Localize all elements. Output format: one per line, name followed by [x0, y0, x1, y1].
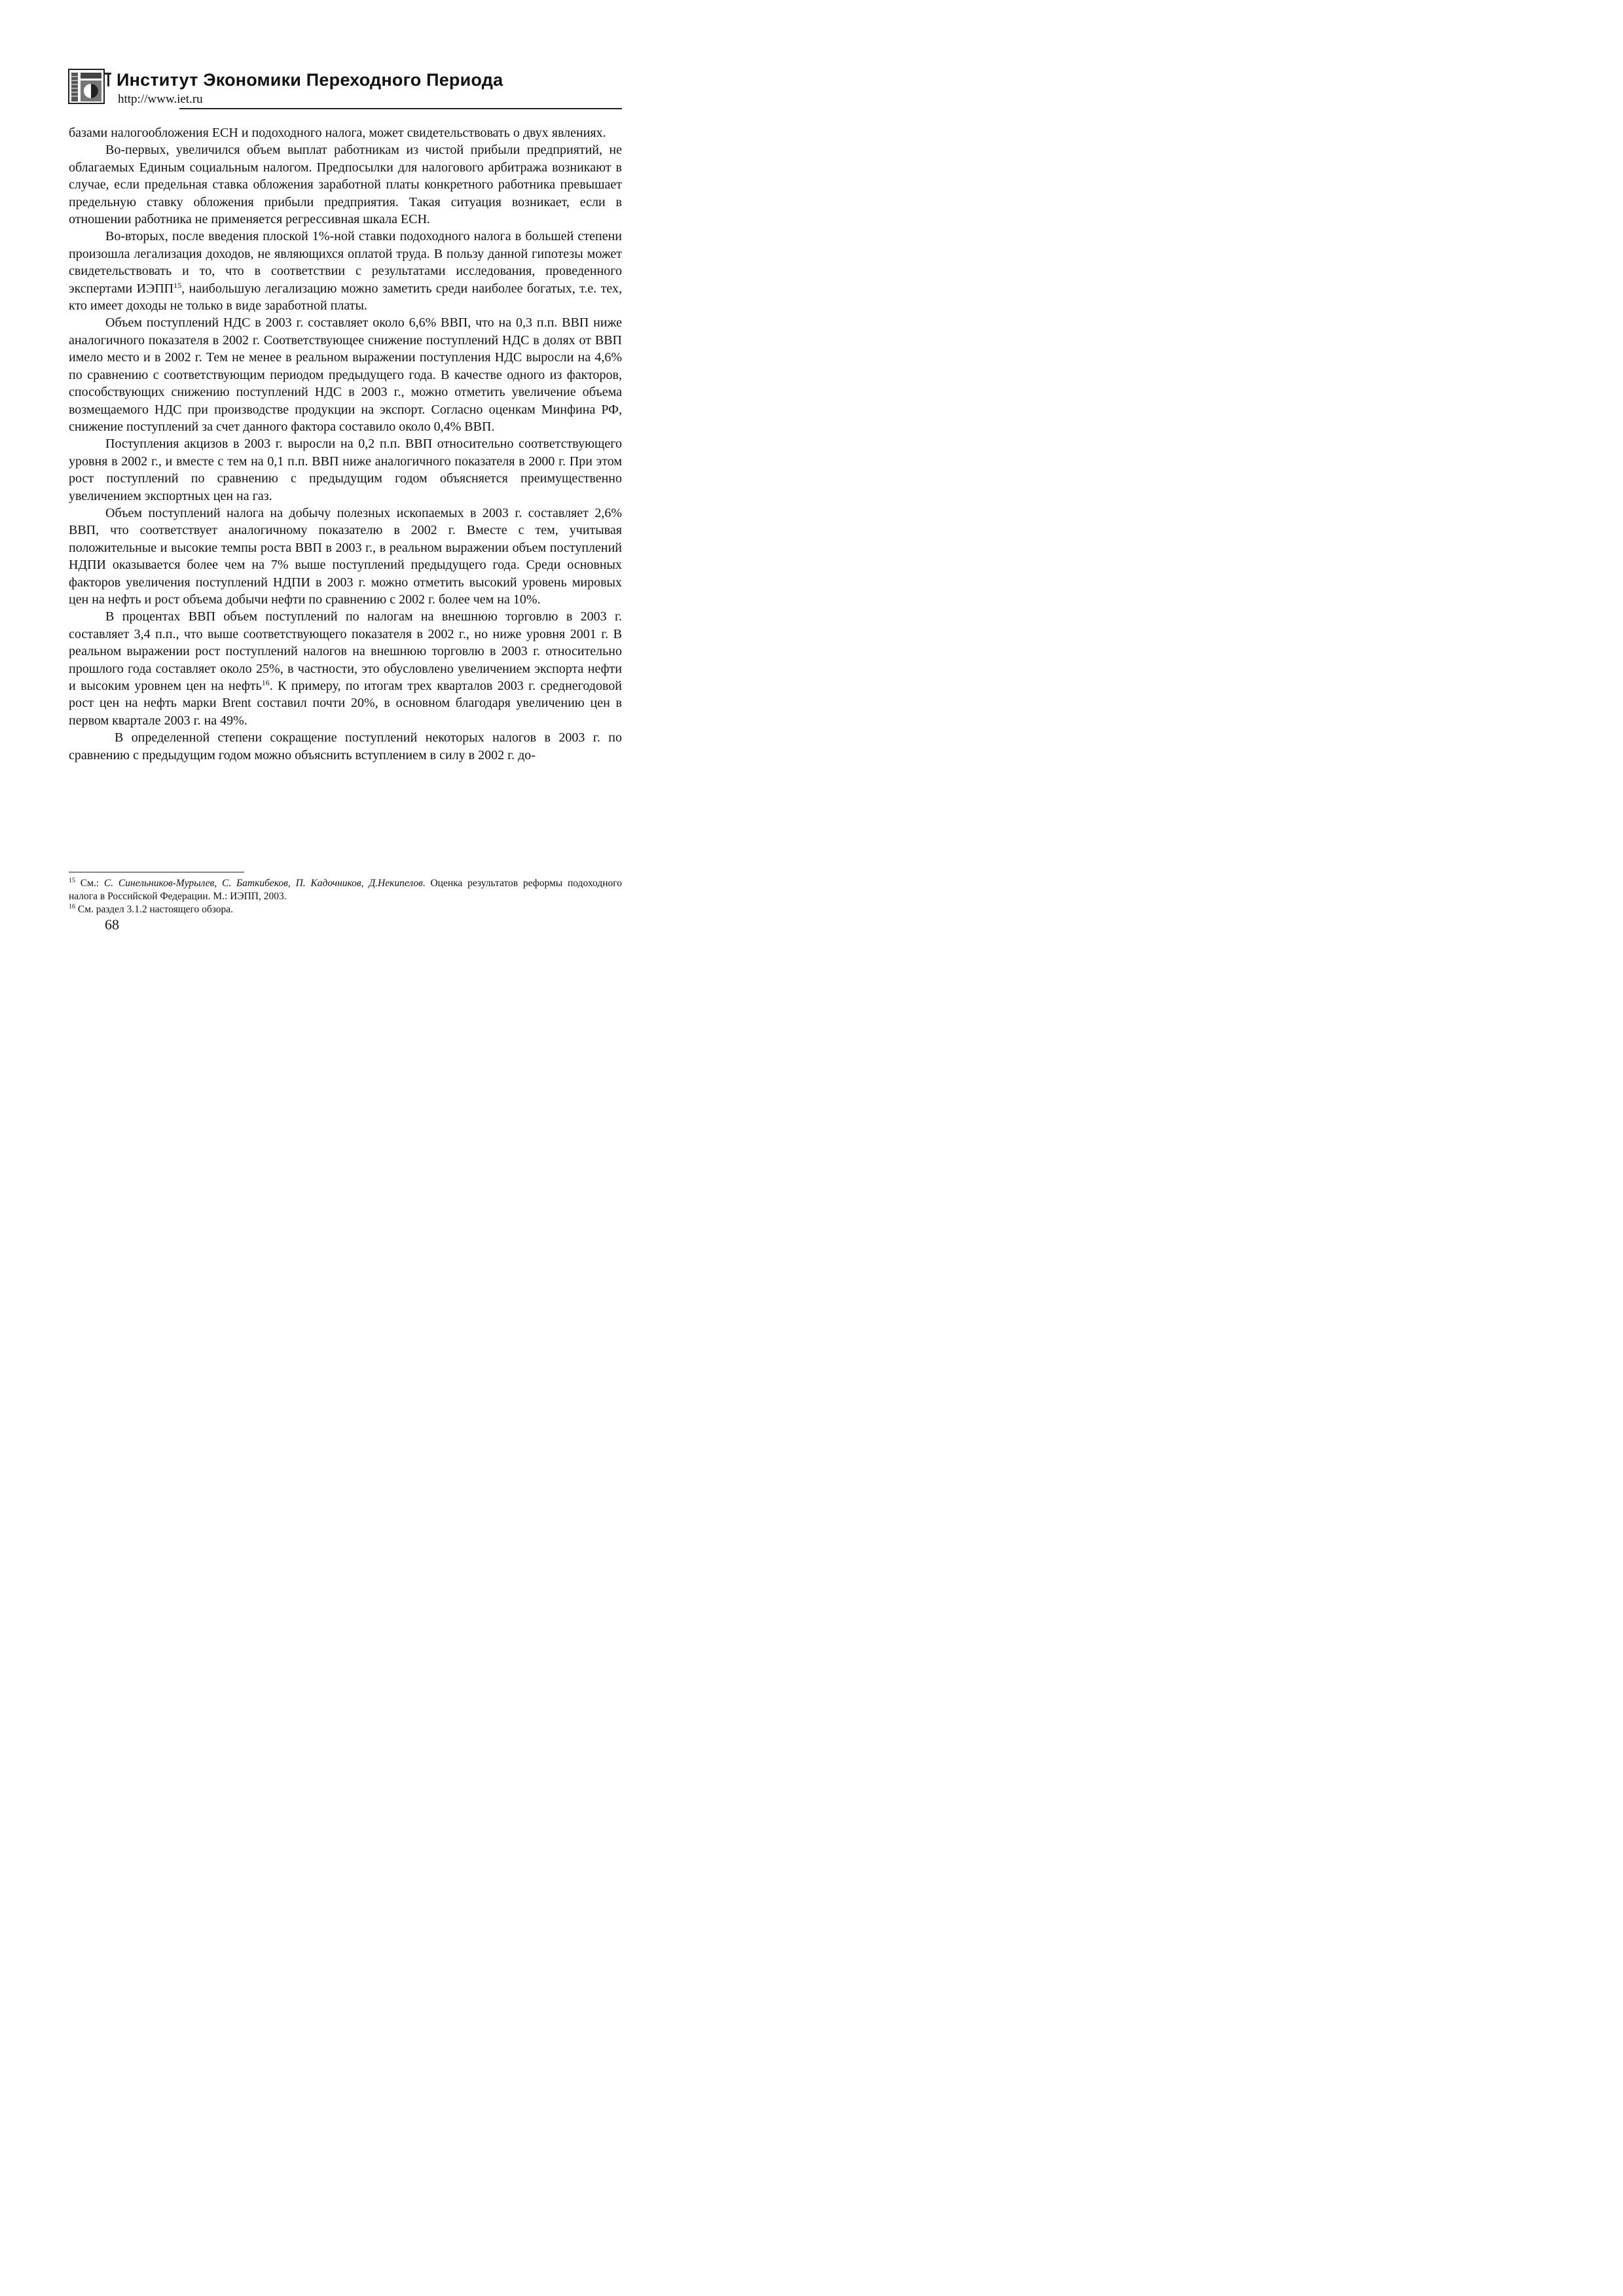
- paragraph-text: В процентах ВВП объем поступлений по налогам на внешнюю торговлю в 2003 г. составляет 3,4 п.п., что выше соответствующего показателя в 2002 г., но ниже уровня 2001 г. В реальном выражении рост поступлений налогов на внешнюю торговлю в 2003 г. относительно прошлого года составляет около 25%, в частности, это обусловлено увеличением экспорта нефти и высоким уровнем цен на нефть: [69, 609, 622, 693]
- paragraph: Объем поступлений налога на добычу полезных ископаемых в 2003 г. составляет 2,6% ВВП, что соответствует аналогичному показателю в 2002 г. Вместе с тем, учитывая положительные и высокие темпы роста ВВП в 2003 г., в реальном выражении объем поступлений НДПИ оказывается более чем на 7% выше поступлений предыдущего года. Среди основных факторов увеличения поступлений НДПИ в 2003 г. можно отметить высокий уровень мировых цен на нефть и рост объема добычи нефти по сравнению с 2002 г. более чем на 10%.: [69, 505, 622, 607]
- paragraph-text: , наибольшую легализацию можно заметить среди наиболее богатых, т.е. тех, кто имеет доходы не только в виде заработной платы.: [69, 281, 622, 314]
- institute-title: Институт Экономики Переходного Периода: [117, 70, 503, 90]
- paragraph: [69, 608, 622, 729]
- footnote-ref[interactable]: 15: [173, 280, 182, 290]
- footnote-authors: С. Синельников-Мурылев, С. Баткибеков, П. Кадочников, Д.Некипелов: [103, 878, 423, 889]
- paragraph-text: . К примеру, по итогам трех кварталов 2003 г. среднегодовой рост цен на нефть марки Brent составил почти 20%, в основном благодаря увеличению цен в первом квартале 2003 г. на 49%.: [69, 679, 622, 728]
- footnote-15: [69, 877, 622, 903]
- footnote-number: 15: [69, 877, 75, 884]
- footnote-ref[interactable]: 16: [261, 678, 270, 687]
- body-text: [69, 124, 622, 764]
- page-number: 68: [105, 916, 119, 933]
- footnote-number: 16: [69, 903, 75, 910]
- paragraph: Во-первых, увеличился объем выплат работникам из чистой прибыли предприятий, не облагаемых Единым социальным налогом. Предпосылки для налогового арбитража возникают в случае, если предельная ставка обложения заработной платы конкретного работника превышает предельную ставку обложения прибыли предприятия. Такая ситуация возникает, если в отношении работника не применяется регрессивная шкала ЕСН.: [69, 143, 622, 227]
- header-rule: [179, 108, 622, 109]
- paragraph: базами налогообложения ЕСН и подоходного налога, может свидетельствовать о двух явлениях.: [69, 126, 606, 140]
- paragraph: Объем поступлений НДС в 2003 г. составляет около 6,6% ВВП, что на 0,3 п.п. ВВП ниже аналогичного показателя в 2002 г. Соответствующее снижение поступлений НДС в долях от ВВП имело место и в 2002 г. Тем не менее в реальном выражении поступления НДС выросли на 4,6% по сравнению с соответствующим периодом предыдущего года. В качестве одного из факторов, способствующих снижению поступлений НДС в 2003 г., можно отметить увеличение объема возмещаемого НДС при производстве продукции на экспорт. Согласно оценкам Минфина РФ, снижение поступлений за счет данного фактора составило около 0,4% ВВП.: [69, 315, 622, 434]
- paragraph: [69, 228, 622, 314]
- footnote-16: [69, 903, 622, 916]
- footnotes: [69, 877, 622, 916]
- footnote-text: См. раздел 3.1.2 настоящего обзора.: [75, 904, 234, 915]
- page-header: [68, 67, 622, 109]
- paragraph-text: Во-вторых, после введения плоской 1%-ной ставки подоходного налога в большей степени произошла легализация доходов, не являющихся оплатой труда. В пользу данной гипотезы может свидетельствовать и то, что в соответствии с результатами исследования, проведенного экспертами ИЭПП: [69, 229, 622, 296]
- institute-url[interactable]: http://www.iet.ru: [118, 92, 203, 106]
- paragraph: В определенной степени сокращение поступлений некоторых налогов в 2003 г. по сравнению с предыдущим годом можно объяснить вступлением в силу в 2002 г. до-: [69, 730, 622, 762]
- footnote-text: . Оценка результатов реформы подоходного налога в Российской Федерации. М.: ИЭПП, 2003.: [69, 878, 622, 902]
- paragraph: Поступления акцизов в 2003 г. выросли на 0,2 п.п. ВВП относительно соответствующего уровня в 2002 г., и вместе с тем на 0,1 п.п. ВВП ниже аналогичного показателя в 2000 г. При этом рост поступлений по сравнению с предыдущим годом объясняется преимущественно увеличением экспортных цен на газ.: [69, 437, 622, 503]
- footnote-prefix: См.:: [75, 878, 104, 889]
- iet-logo-icon: [68, 69, 113, 105]
